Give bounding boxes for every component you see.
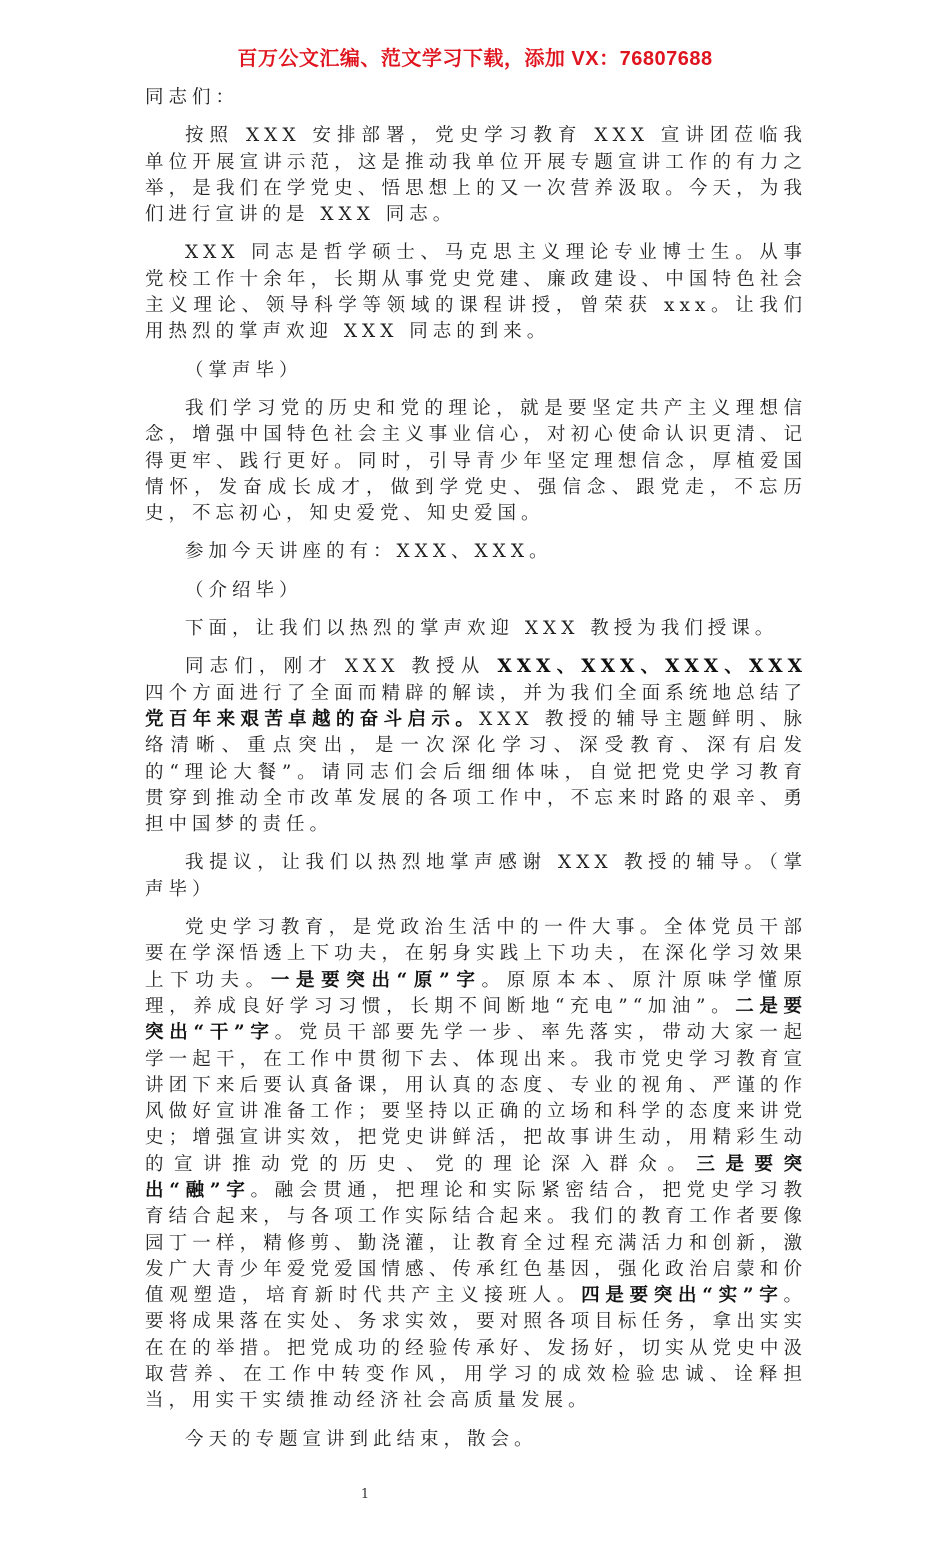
text-run: 参加今天讲座的有：XXX、XXX。 (185, 541, 553, 563)
bold-text: 四是要突出“实”字 (581, 1285, 784, 1307)
text-run: （介绍毕） (185, 579, 303, 601)
bold-text: 党百年来艰苦卓越的奋斗启示。 (145, 708, 480, 730)
text-run: （掌声毕） (185, 359, 303, 381)
text-run: 今天的专题宣讲到此结束，散会。 (185, 1428, 538, 1450)
paragraph (145, 358, 807, 384)
text-run: 四个方面进行了全面而精辟的解读，并为我们全面系统地总结了 (145, 682, 807, 704)
bold-text: XXX、XXX、XXX、XXX (497, 656, 808, 678)
text-run: 按照 XXX 安排部署，党史学习教育 XXX 宣讲团莅临我单位开展宣讲示范，这是推动我单位开展专题宣讲工作的有力之举，是我们在学党史、悟思想上的又一次营养汲取。今天，为我们进行宣讲的是 XXX 同志。 (145, 125, 807, 226)
text-run: 下面，让我们以热烈的掌声欢迎 XXX 教授为我们授课。 (185, 618, 779, 640)
paragraph (145, 915, 807, 1415)
text-run: XXX 教授的辅导主题鲜明、脉络清晰、重点突出，是一次深化学习、深受教育、深有启发的“理论大餐”。请同志们会后细细体味，自觉把党史学习教育贯穿到推动全市改革发展的各项工作中，不忘来时路的艰辛、勇担中国梦的责任。 (145, 708, 807, 836)
paragraph (145, 85, 807, 111)
paragraph (145, 240, 807, 345)
text-run: 。融会贯通，把理论和实际紧密结合，把党史学习教育结合起来，与各项工作实际结合起来。我们的教育工作者要像园丁一样，精修剪、勤浇灌，让教育全过程充满活力和创新，激发广大青少年爱党爱国情感、传承红色基因，强化政治启蒙和价值观塑造，培育新时代共产主义接班人。 (145, 1179, 807, 1307)
bold-text: 二是要突出“干”字 (145, 995, 807, 1044)
text-run: 党史学习教育，是党政治生活中的一件大事。全体党员干部要在学深悟透上下功夫，在躬身实践上下功夫，在深化学习效果上下功夫。 (145, 917, 807, 991)
paragraph (145, 539, 807, 565)
text-run: 同志们： (145, 87, 240, 108)
paragraph (145, 396, 807, 527)
paragraph (145, 578, 807, 604)
text-run: XXX 同志是哲学硕士、马克思主义理论专业博士生。从事党校工作十余年，长期从事党史党建、廉政建设、中国特色社会主义理论、领导科学等领域的课程讲授，曾荣获 xxx。让我们用热烈的掌声欢迎 XXX 同志的到来。 (145, 242, 807, 343)
paragraph (145, 616, 807, 642)
bold-text: 一是要突出“原”字 (270, 969, 482, 991)
text-run: 同志们，刚才 XXX 教授从 (185, 656, 498, 678)
watermark-banner: 百万公文汇编、范文学习下载，添加 VX：76807688 (237, 48, 713, 70)
text-run: 我提议，让我们以热烈地掌声感谢 XXX 教授的辅导。（掌声毕） (145, 852, 807, 900)
paragraph (145, 850, 807, 903)
paragraph (145, 1427, 807, 1453)
text-run: 。要将成果落在实处、务求实效，要对照各项目标任务，拿出实实在在的举措。把党成功的经验传承好、发扬好，切实从党史中汲取营养、在工作中转变作风，用学习的成效检验忠诚、诠释担当，用实干实绩推动经济社会高质量发展。 (145, 1285, 807, 1412)
text-run: 。原原本本、原汁原味学懂原理，养成良好学习习惯，长期不间断地“充电”“加油”。 (145, 969, 807, 1017)
page-number: 1 (360, 1486, 370, 1502)
document-body (145, 85, 807, 1453)
bold-text: 三是要突出“融”字 (145, 1153, 807, 1201)
paragraph (145, 654, 807, 838)
text-run: 。党员干部要先学一步、率先落实，带动大家一起学一起干，在工作中贯彻下去、体现出来。我市党史学习教育宣讲团下来后要认真备课，用认真的态度、专业的视角、严谨的作风做好宣讲准备工作；要坚持以正确的立场和科学的态度来讲党史；增强宣讲实效，把党史讲鲜活，把故事讲生动，用精彩生动的宣讲推动党的历史、党的理论深入群众。 (145, 1022, 807, 1175)
paragraph (145, 123, 807, 228)
text-run: 我们学习党的历史和党的理论，就是要坚定共产主义理想信念，增强中国特色社会主义事业信心，对初心使命认识更清、记得更牢、践行更好。同时，引导青少年坚定理想信念，厚植爱国情怀，发奋成长成才，做到学党史、强信念、跟党走，不忘历史，不忘初心，知史爱党、知史爱国。 (145, 397, 807, 525)
